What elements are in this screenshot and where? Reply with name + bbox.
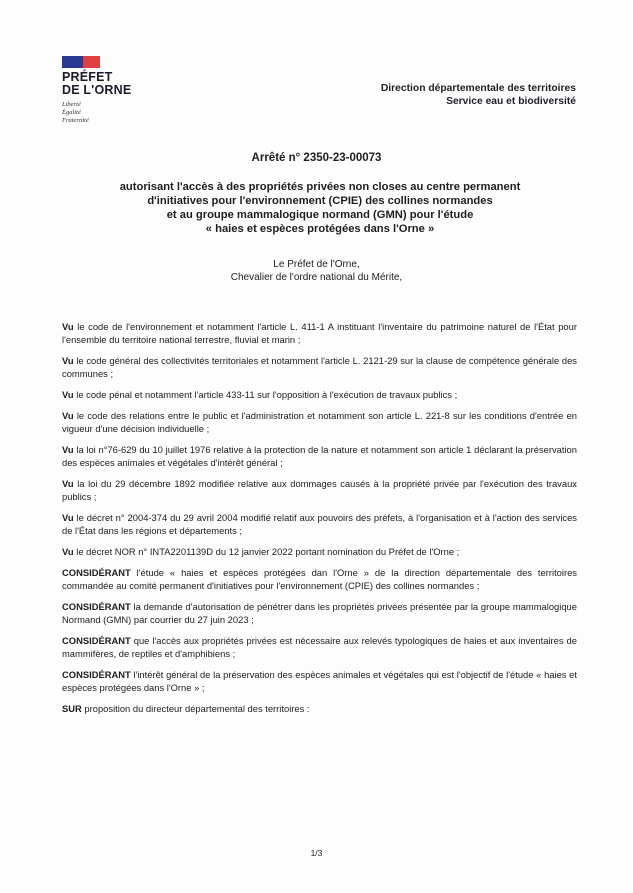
considerant-paragraph: CONSIDÉRANT la demande d'autorisation de pénétrer dans les propriétés privées présentée par la groupe mammalogique Normand (GMN) par courrier du 27 juin 2023 ; bbox=[62, 601, 577, 625]
visa-paragraph: Vu le code des relations entre le public et l'administration et notamment son article L. 221-8 sur les conditions d'entrée en vigueur d'une décision individuelle ; bbox=[62, 410, 577, 434]
visa-paragraph: Vu le code général des collectivités territoriales et notamment l'article L. 2121-29 sur la clause de compétence générale des communes ; bbox=[62, 355, 577, 379]
republic-motto: Liberté Égalité Fraternité bbox=[62, 101, 89, 124]
logo-line-1: PRÉFET bbox=[62, 70, 113, 84]
decree-subject: autorisant l'accès à des propriétés privées non closes au centre permanent d'initiatives pour l'environnement (CPIE) des collines normandes et au groupe mammalogique normand (GMN) pour l'étude « haies et espèces protégées dans l'Orne » bbox=[119, 181, 521, 235]
marianne-flag-icon bbox=[62, 56, 100, 68]
prefect-signatory: Le Préfet de l'Orne, Chevalier de l'ordre national du Mérite, bbox=[230, 259, 403, 283]
issuing-department: Direction départementale des territoires Service eau et biodiversité bbox=[380, 83, 576, 107]
visa-paragraph: Vu la loi n°76-629 du 10 juillet 1976 relative à la protection de la nature et notamment son article 1 déclarant la préservation des espèces animales et végétales d'intérêt général ; bbox=[62, 444, 577, 468]
decree-title: Arrêté n° 2350-23-00073 bbox=[251, 152, 382, 164]
visa-paragraph: Vu le décret NOR n° INTA2201139D du 12 janvier 2022 portant nomination du Préfet de l'Orne ; bbox=[62, 546, 460, 557]
visa-paragraph: Vu le décret n° 2004-374 du 29 avril 2004 modifié relatif aux pouvoirs des préfets, à l'organisation et à l'action des services de l'État dans les régions et départements ; bbox=[62, 512, 577, 536]
considerant-paragraph: CONSIDÉRANT l'étude « haies et espèces protégées dan l'Orne » de la direction départementale des territoires commandée au comité permanent d'initiatives pour l'environnement (CPIE) des collines normandes ; bbox=[62, 567, 577, 591]
visa-paragraph: Vu le code pénal et notamment l'article 433-11 sur l'opposition à l'exécution de travaux publics ; bbox=[62, 389, 458, 400]
decree-body bbox=[62, 320, 577, 723]
page-number: 1/3 bbox=[310, 848, 323, 858]
considerant-paragraph: CONSIDÉRANT l'intérêt général de la préservation des espèces animales et végétales qui est l'objectif de l'étude « haies et espèces protégées dans l'Orne » ; bbox=[62, 669, 577, 693]
prefecture-logo bbox=[62, 56, 152, 125]
proposal-paragraph: SUR proposition du directeur départemental des territoires : bbox=[62, 703, 310, 714]
considerant-paragraph: CONSIDÉRANT que l'accès aux propriétés privées est nécessaire aux relevés typologiques de haies et aux inventaires de mammifères, de reptiles et d'amphibiens ; bbox=[62, 635, 577, 659]
visa-paragraph: Vu le code de l'environnement et notamment l'article L. 411-1 A instituant l'inventaire du patrimoine naturel de l'État pour l'ensemble du territoire national terrestre, fluvial et marin ; bbox=[62, 321, 577, 345]
visa-paragraph: Vu la loi du 29 décembre 1892 modifiée relative aux dommages causés à la propriété privée par l'exécution des travaux publics ; bbox=[62, 478, 577, 502]
logo-line-2: DE L'ORNE bbox=[62, 83, 132, 97]
